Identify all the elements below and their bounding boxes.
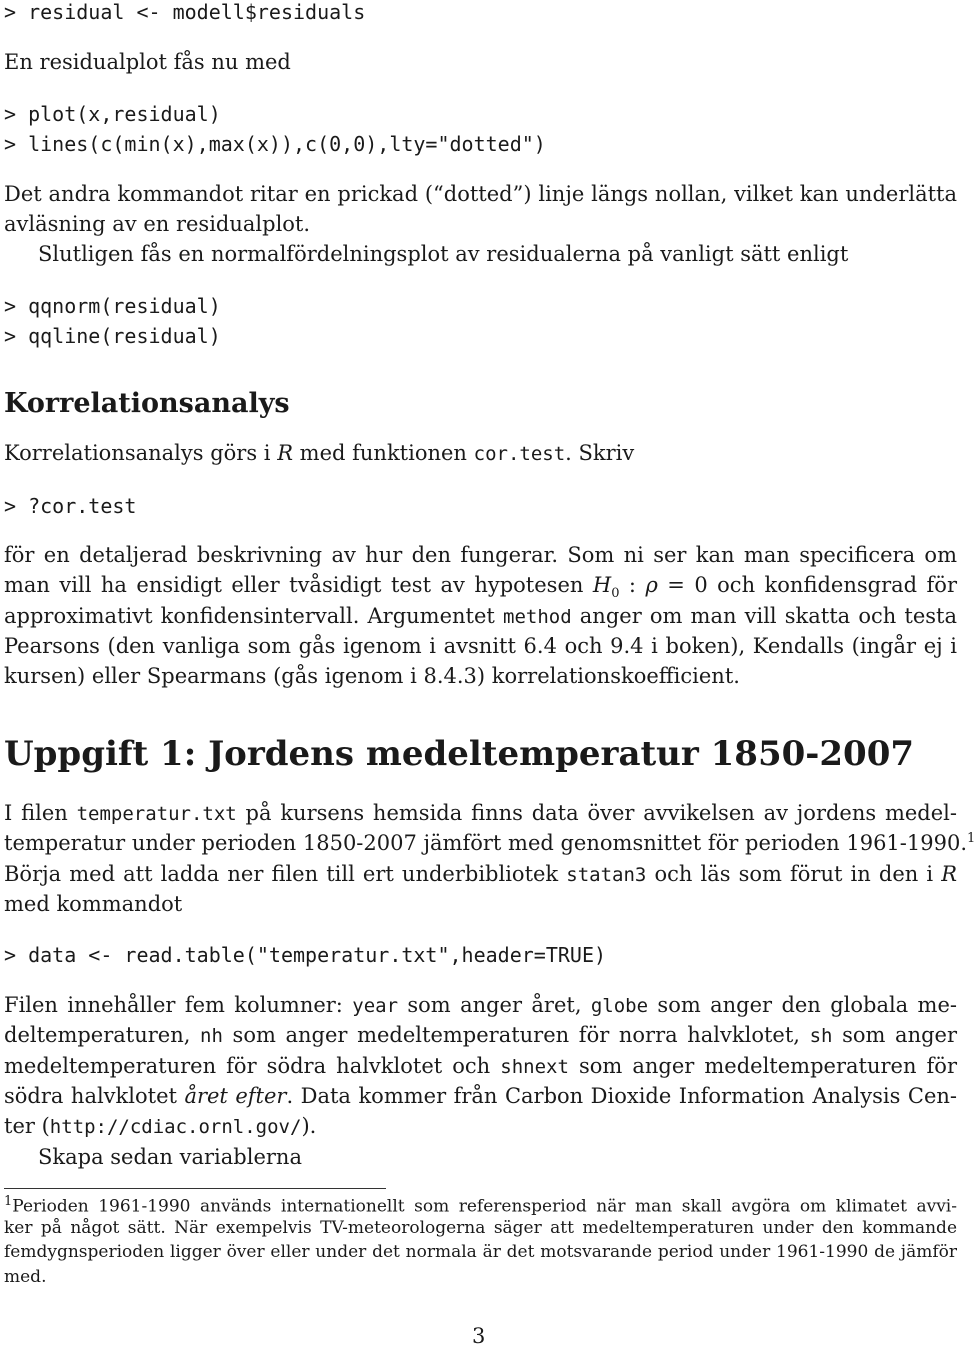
paragraph-corr-intro: Korrelationsanalys görs i R med funktionen cor.test. Skriv — [4, 441, 635, 465]
paragraph-file-line3: Börja med att ladda ner filen till ert underbibliotek statan3 och läs som förut in den i R — [4, 862, 958, 886]
footnote-line1: $^1$Perioden 1961-1990 används internationellt som referensperiod när man skall avgöra om klimatet avvi- — [4, 1194, 957, 1217]
heading-uppgift1: Uppgift 1: Jordens medeltemperatur 1850-2007 — [4, 734, 915, 774]
paragraph-detail-line3: approximativt konfidensintervall. Argumentet method anger om man vill skatta och testa — [4, 604, 957, 628]
paragraph-skapa: Skapa sedan variablerna — [38, 1145, 302, 1169]
paragraph-columns-line3: medeltemperaturen för södra halvklotet och shnext som anger medeltemperaturen för — [4, 1054, 957, 1078]
code-help: > ?cor.test — [4, 494, 137, 518]
paragraph-detail-line2: man vill ha ensidigt eller tvåsidigt test av hypotesen $H_0$ : ρ = 0 och konfidensgrad för — [4, 573, 957, 602]
footnote-rule — [4, 1188, 386, 1189]
paragraph-dotted-line2: avläsning av en residualplot. — [4, 212, 311, 236]
footnote-marker: 1 — [967, 831, 975, 846]
footnote-line2: ker på något sätt. När exempelvis TV-meteorologerna säger att medeltemperaturen under den kommande — [4, 1218, 957, 1238]
code-read-table: > data <- read.table("temperatur.txt",header=TRUE) — [4, 943, 607, 967]
residualplot-intro: En residualplot fås nu med — [4, 50, 291, 74]
code-residual-assign: > residual <- modell$residuals — [4, 0, 366, 24]
page-number: 3 — [472, 1324, 486, 1348]
code-lines: > lines(c(min(x),max(x)),c(0,0),lty="dotted") — [4, 132, 546, 156]
code-plot: > plot(x,residual) — [4, 102, 221, 126]
code-qqnorm: > qqnorm(residual) — [4, 294, 221, 318]
paragraph-dotted-line1: Det andra kommandot ritar en prickad (“dotted”) linje längs nollan, vilket kan underlätta — [4, 182, 957, 206]
footnote-line3: femdygnsperioden ligger över eller under det normala är det motsvarande period under 1961-1990 de jämför — [4, 1242, 957, 1262]
paragraph-normalplot: Slutligen fås en normalfördelningsplot av residualerna på vanligt sätt enligt — [38, 242, 849, 266]
paragraph-columns-line4: södra halvklotet året efter. Data kommer från Carbon Dioxide Information Analysis Cen- — [4, 1084, 957, 1108]
cdiac-url: http://cdiac.ornl.gov/ — [49, 1116, 302, 1138]
footnote-line4: med. — [4, 1267, 47, 1287]
paragraph-file-line1: I filen temperatur.txt på kursens hemsida finns data över avvikelsen av jordens medel- — [4, 801, 957, 825]
paragraph-detail-line5: kursen) eller Spearmans (gås igenom i 8.4.3) korrelationskoefficient. — [4, 664, 740, 688]
paragraph-columns-line5: ter (http://cdiac.ornl.gov/). — [4, 1114, 317, 1138]
paragraph-detail-line4: Pearsons (den vanliga som gås igenom i avsnitt 6.4 och 9.4 i boken), Kendalls (ingår ej i — [4, 634, 957, 658]
paragraph-detail-line1: för en detaljerad beskrivning av hur den fungerar. Som ni ser kan man specificera om — [4, 543, 957, 567]
paragraph-file-line2: temperatur under perioden 1850-2007 jämfört med genomsnittet för perioden 1961-1990.$^1$ — [4, 831, 975, 855]
paragraph-columns-line2: deltemperaturen, nh som anger medeltemperaturen för norra halvklotet, sh som anger — [4, 1023, 957, 1047]
paragraph-columns-line1: Filen innehåller fem kolumner: year som anger året, globe som anger den globala me- — [4, 993, 957, 1017]
code-qqline: > qqline(residual) — [4, 324, 221, 348]
heading-korrelationsanalys: Korrelationsanalys — [4, 388, 290, 419]
paragraph-file-line4: med kommandot — [4, 892, 183, 916]
